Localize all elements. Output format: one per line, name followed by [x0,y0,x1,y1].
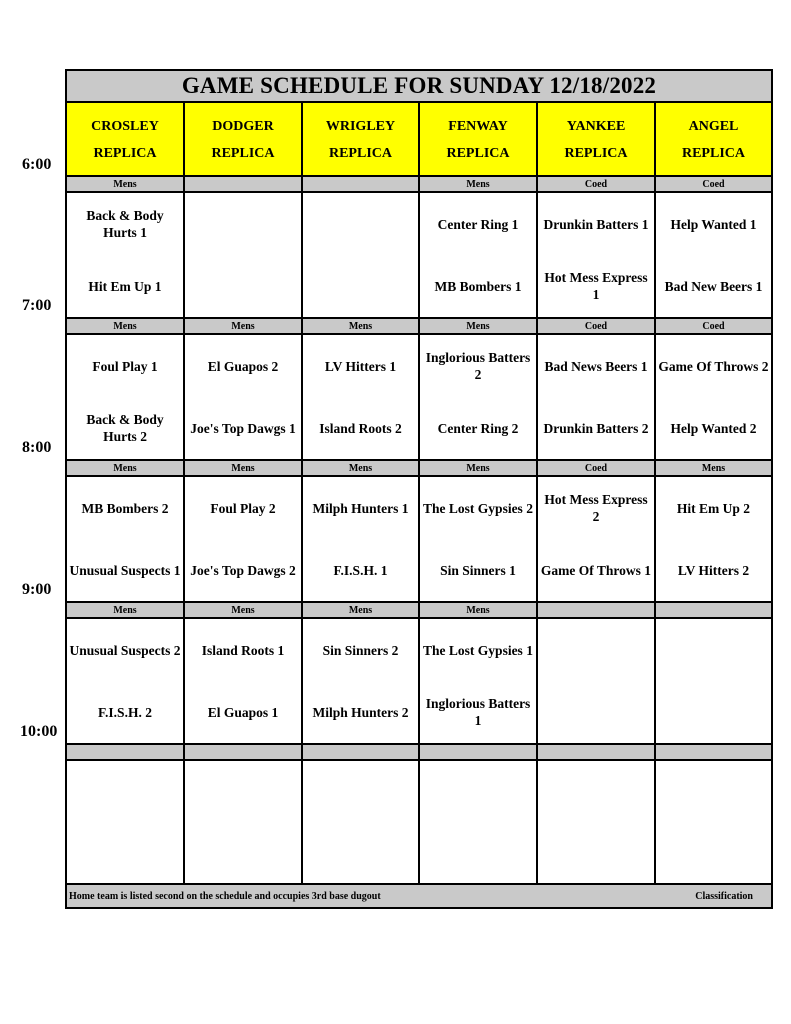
game-slot [67,619,185,745]
visiting-team [185,761,301,822]
field-name: DODGER [212,118,274,134]
classification-cell: Mens [67,461,185,477]
time-label: 7:00 [22,297,52,314]
classification-cell [656,745,771,761]
classification-cell: Mens [420,319,538,335]
home-team [185,255,301,317]
classification-cell [303,177,420,193]
field-header-fenway [420,103,538,177]
game-slot [656,335,771,461]
classification-cell: Mens [67,177,185,193]
game-slot [420,761,538,885]
home-team [303,822,418,883]
game-slot [656,619,771,745]
classification-cell: Mens [67,319,185,335]
home-team: F.I.S.H. 2 [98,704,152,720]
home-team: Inglorious Batters 1 [425,696,531,728]
game-slot [67,193,185,319]
classification-cell: Mens [420,461,538,477]
field-name: ANGEL [688,118,739,134]
visiting-team [538,761,654,822]
visiting-team: Hot Mess Express 2 [544,492,648,524]
game-slot [420,619,538,745]
time-label: 10:00 [20,723,58,740]
game-slot [538,761,656,885]
visiting-team: MB Bombers 2 [81,500,169,516]
visiting-team: Game Of Throws 2 [658,358,769,374]
game-slot [67,335,185,461]
game-slot [185,335,303,461]
classification-cell [303,745,420,761]
visiting-team: Inglorious Batters 2 [425,350,531,382]
visiting-team: The Lost Gypsies 1 [423,642,533,658]
home-team [185,822,301,883]
classification-cell: Mens [185,603,303,619]
home-team [656,822,771,883]
game-slot [656,761,771,885]
game-slot [303,193,420,319]
classification-cell: Coed [538,177,656,193]
visiting-team [538,619,654,681]
game-slot [185,477,303,603]
home-team: Milph Hunters 2 [312,704,409,720]
game-slot [538,193,656,319]
classification-cell: Mens [420,177,538,193]
field-header-angel [656,103,771,177]
home-team: Drunkin Batters 2 [543,420,649,436]
time-label: 6:00 [22,156,52,173]
schedule-table [65,69,773,909]
visiting-team: Sin Sinners 2 [322,642,399,658]
field-name: CROSLEY [91,118,159,134]
visiting-team [420,761,536,822]
home-team [538,681,654,743]
game-slot [538,335,656,461]
home-team: Bad New Beers 1 [664,278,763,294]
classification-cell: Mens [303,319,420,335]
field-subtitle: REPLICA [681,145,745,161]
home-team: El Guapos 1 [207,704,279,720]
field-name: YANKEE [566,118,626,134]
game-slot [303,477,420,603]
game-slot [420,335,538,461]
game-slot [420,477,538,603]
home-team: MB Bombers 1 [434,278,522,294]
classification-cell: Mens [420,603,538,619]
field-subtitle: REPLICA [93,145,157,161]
home-team: Unusual Suspects 1 [69,562,181,578]
classification-cell [656,603,771,619]
home-team [538,822,654,883]
classification-cell: Coed [656,319,771,335]
classification-cell: Mens [67,603,185,619]
field-header-wrigley [303,103,420,177]
time-label: 8:00 [22,439,52,456]
home-team: Hot Mess Express 1 [544,270,648,302]
home-team [67,822,183,883]
classification-cell [538,603,656,619]
game-slot [538,619,656,745]
game-slot [656,477,771,603]
game-slot [185,619,303,745]
game-slot [185,761,303,885]
home-team: Sin Sinners 1 [440,562,516,578]
home-team [420,822,536,883]
field-subtitle: REPLICA [564,145,628,161]
home-team: Island Roots 2 [319,420,402,436]
time-label: 9:00 [22,581,52,598]
classification-cell [185,745,303,761]
visiting-team: Island Roots 1 [201,642,285,658]
visiting-team [303,761,418,822]
home-team: Joe's Top Dawgs 2 [190,562,296,578]
field-header-dodger [185,103,303,177]
visiting-team: Center Ring 1 [437,216,519,232]
field-subtitle: REPLICA [328,145,392,161]
footer-bar [67,885,771,907]
visiting-team: Foul Play 1 [92,358,158,374]
classification-cell: Mens [303,603,420,619]
visiting-team: LV Hitters 1 [324,358,397,374]
visiting-team [656,761,771,822]
classification-cell: Mens [656,461,771,477]
field-subtitle: REPLICA [446,145,510,161]
classification-cell [420,745,538,761]
visiting-team: Unusual Suspects 2 [69,642,181,658]
classification-cell: Mens [185,319,303,335]
visiting-team: The Lost Gypsies 2 [423,500,533,516]
home-team: Hit Em Up 1 [88,278,162,294]
classification-cell [185,177,303,193]
home-team: Help Wanted 2 [670,420,757,436]
game-slot [538,477,656,603]
home-team: F.I.S.H. 1 [333,562,388,578]
game-slot [67,761,185,885]
home-team: LV Hitters 2 [677,562,750,578]
home-team [656,681,771,743]
visiting-team [656,619,771,681]
classification-cell [538,745,656,761]
classification-cell: Coed [538,319,656,335]
classification-cell: Coed [656,177,771,193]
visiting-team: Drunkin Batters 1 [543,216,649,232]
visiting-team: Hit Em Up 2 [676,500,751,516]
game-slot [67,477,185,603]
field-name: WRIGLEY [325,118,396,134]
visiting-team: Milph Hunters 1 [312,500,409,516]
game-slot [185,193,303,319]
visiting-team: Help Wanted 1 [670,216,757,232]
classification-cell [67,745,185,761]
home-team-note: Home team is listed second on the schedule and occupies 3rd base dugout [69,890,381,902]
classification-cell: Mens [303,461,420,477]
schedule-title: GAME SCHEDULE FOR SUNDAY 12/18/2022 [67,71,771,103]
game-slot [303,761,420,885]
field-header-yankee [538,103,656,177]
game-slot [303,335,420,461]
home-team: Back & Body Hurts 2 [86,412,164,444]
field-name: FENWAY [448,118,508,134]
visiting-team: Foul Play 2 [210,500,276,516]
visiting-team [303,193,418,255]
home-team: Joe's Top Dawgs 1 [190,420,296,436]
visiting-team [185,193,301,255]
visiting-team: Bad News Beers 1 [544,358,648,374]
home-team: Game Of Throws 1 [540,562,652,578]
game-slot [656,193,771,319]
classification-label: Classification [695,890,753,902]
game-slot [303,619,420,745]
home-team: Center Ring 2 [437,420,519,436]
classification-cell: Mens [185,461,303,477]
visiting-team: El Guapos 2 [207,358,279,374]
field-subtitle: REPLICA [211,145,275,161]
visiting-team [67,761,183,822]
visiting-team: Back & Body Hurts 1 [86,208,164,240]
home-team [303,255,418,317]
game-slot [420,193,538,319]
field-header-crosley [67,103,185,177]
classification-cell: Coed [538,461,656,477]
